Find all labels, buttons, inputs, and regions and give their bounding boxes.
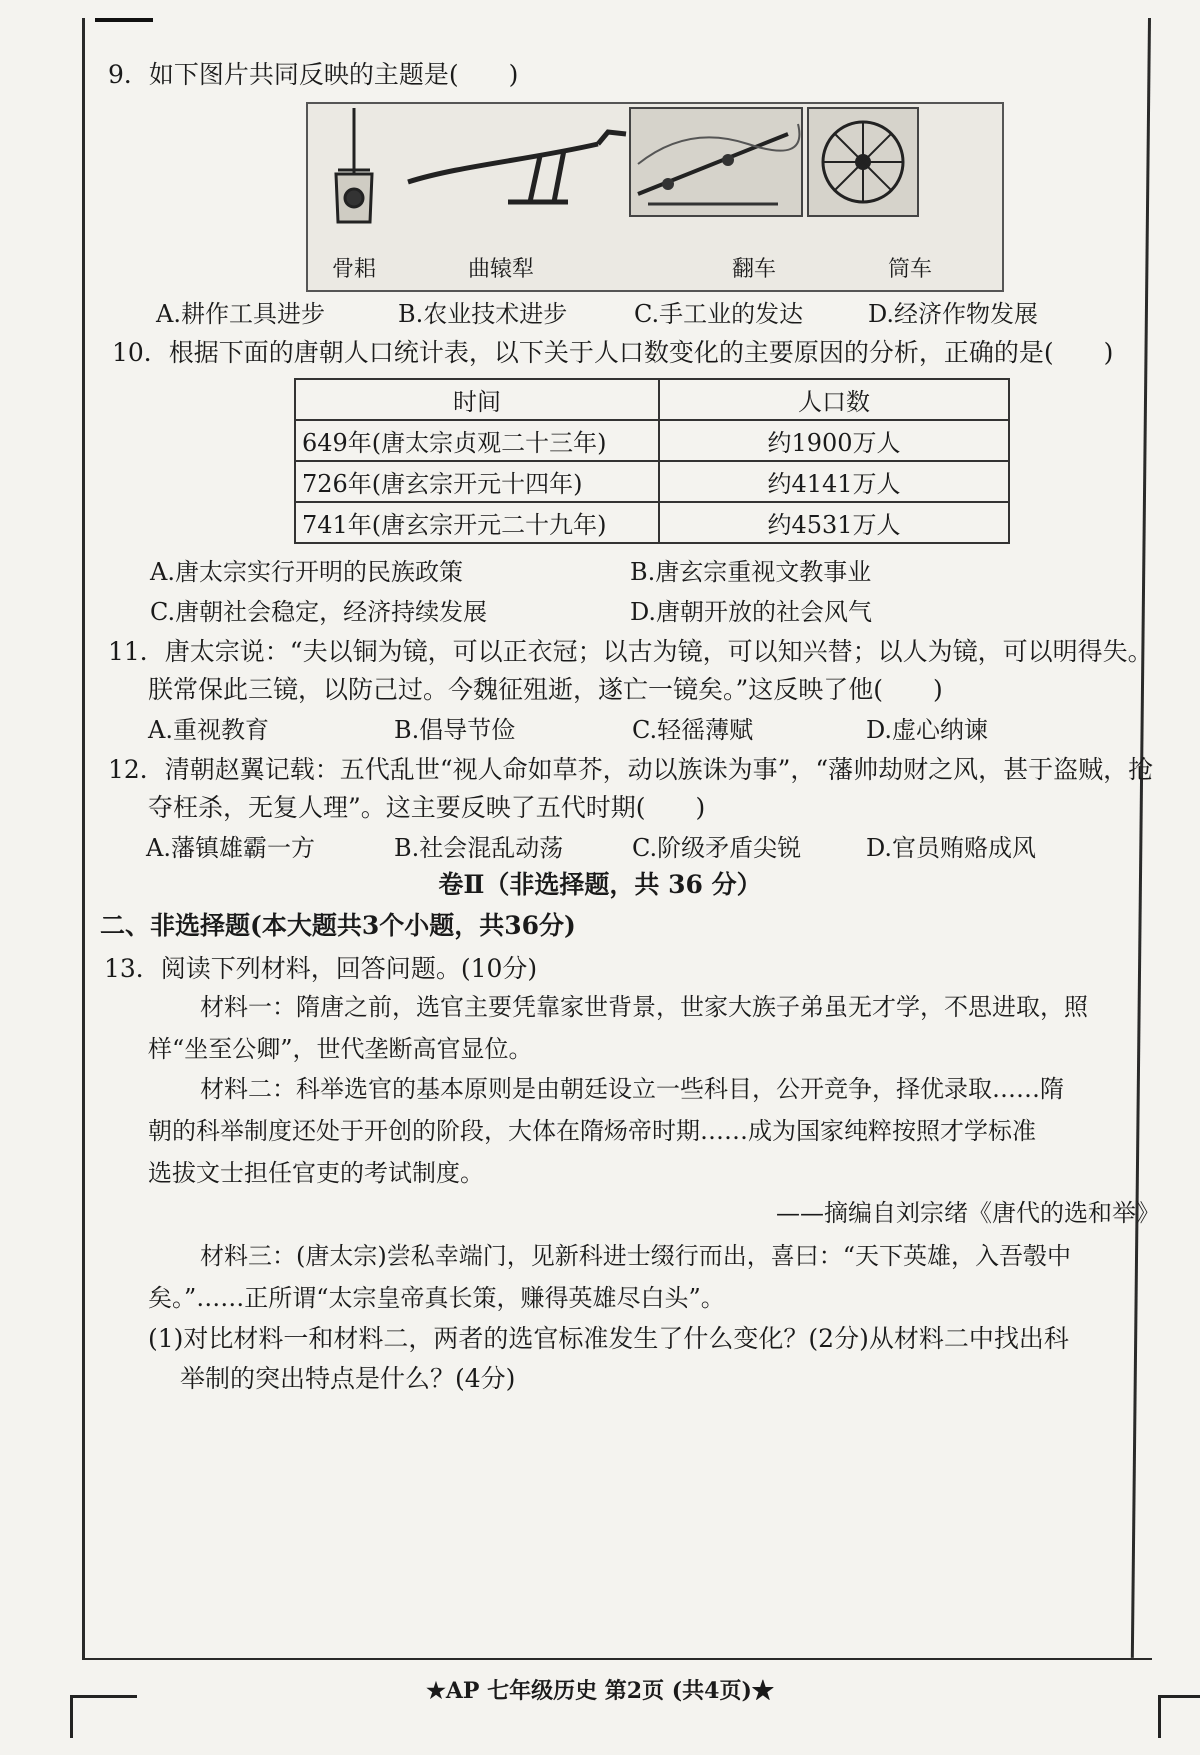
q11-option-b[interactable]: B.倡导节俭 [394,716,516,744]
q9-stem: 9．如下图片共同反映的主题是( ) [108,60,519,89]
table-row [295,420,1009,461]
table-cell-time: 741年(唐玄宗开元二十九年) [295,502,659,543]
q13-sub1-line2: 举制的突出特点是什么？(4分) [180,1364,516,1393]
figure-label-curved-plough: 曲辕犁 [468,257,535,282]
page-border-bottom [82,1658,1152,1660]
figure-label-bone-spade: 骨耜 [332,257,377,282]
page-border-right [1131,18,1151,1658]
q9-option-a[interactable]: A.耕作工具进步 [156,300,325,328]
q13-sub1-line1: (1)对比材料一和材料二，两者的选官标准发生了什么变化？(2分)从材料二中找出科 [148,1324,1069,1353]
table-row [295,461,1009,502]
material-3-line1: 材料三：(唐太宗)尝私幸端门，见新科进士缀行而出，喜曰：“天下英雄，入吾彀中 [200,1242,1071,1270]
bone-spade-icon [336,108,372,222]
q12-option-b[interactable]: B.社会混乱动荡 [394,834,564,862]
curved-plough-icon [408,132,626,202]
q13-stem: 13．阅读下列材料，回答问题。(10分) [104,954,538,983]
material-2-line2: 朝的科举制度还处于开创的阶段，大体在隋炀帝时期……成为国家纯粹按照才学标准 [148,1117,1036,1145]
q12-line1: 12．清朝赵翼记载：五代乱世“视人命如草芥，动以族诛为事”，“藩帅劫财之风，甚于盗贼，抢 [108,755,1154,784]
page-border-left [82,18,85,1658]
material-2-line1: 材料二：科举选官的基本原则是由朝廷设立一些科目，公开竞争，择优录取……隋 [200,1075,1064,1103]
table-cell-population: 约1900万人 [659,420,1009,461]
population-table [294,378,1010,544]
table-header-population: 人口数 [659,379,1009,420]
q11-option-d[interactable]: D.虚心纳谏 [866,716,989,744]
q9-figure [306,102,1004,292]
page-footer: ★AP 七年级历史 第2页 (共4页)★ [426,1678,774,1704]
material-1-line1: 材料一：隋唐之前，选官主要凭靠家世背景，世家大族子弟虽无才学，不思进取，照 [200,993,1088,1021]
figure-label-water-wheel: 筒车 [888,257,933,282]
q11-line2: 朕常保此三镜，以防己过。今魏征殂逝，遂亡一镜矣。”这反映了他( ) [148,675,943,704]
figure-label-chain-pump: 翻车 [732,257,777,282]
table-cell-time: 649年(唐太宗贞观二十三年) [295,420,659,461]
q9-option-d[interactable]: D.经济作物发展 [868,300,1039,328]
material-3-line2: 矣。”……正所谓“太宗皇帝真长策，赚得英雄尽白头”。 [148,1284,725,1312]
q12-line2: 夺枉杀，无复人理”。这主要反映了五代时期( ) [148,793,706,822]
volume-title: 卷Ⅱ（非选择题，共 36 分） [438,870,762,899]
q12-option-a[interactable]: A.藩镇雄霸一方 [146,834,315,862]
table-cell-population: 约4141万人 [659,461,1009,502]
material-1-line2: 样“坐至公卿”，世代垄断高官显位。 [148,1035,533,1063]
crop-mark-top [95,18,153,22]
q10-option-d[interactable]: D.唐朝开放的社会风气 [630,598,873,626]
table-header-time: 时间 [295,379,659,420]
q9-option-b[interactable]: B.农业技术进步 [398,300,568,328]
q11-option-c[interactable]: C.轻徭薄赋 [632,716,754,744]
table-row [295,502,1009,543]
q10-option-b[interactable]: B.唐玄宗重视文教事业 [630,558,872,586]
q10-option-c[interactable]: C.唐朝社会稳定，经济持续发展 [150,598,488,626]
table-header-row [295,379,1009,420]
material-2-source: ——摘编自刘宗绪《唐代的选和举》 [776,1199,1160,1227]
material-2-line3: 选拔文士担任官吏的考试制度。 [148,1159,484,1187]
chain-pump-icon [630,108,802,216]
q11-option-a[interactable]: A.重视教育 [148,716,269,744]
table-cell-time: 726年(唐玄宗开元十四年) [295,461,659,502]
water-wheel-icon [808,108,918,216]
q12-option-c[interactable]: C.阶级矛盾尖锐 [632,834,802,862]
q10-option-a[interactable]: A.唐太宗实行开明的民族政策 [150,558,463,586]
section-heading: 二、非选择题(本大题共3个小题，共36分) [100,911,576,940]
q12-option-d[interactable]: D.官员贿赂成风 [866,834,1037,862]
q10-stem: 10．根据下面的唐朝人口统计表，以下关于人口数变化的主要原因的分析，正确的是( ) [112,338,1114,367]
q9-option-c[interactable]: C.手工业的发达 [634,300,804,328]
table-cell-population: 约4531万人 [659,502,1009,543]
q11-line1: 11．唐太宗说：“夫以铜为镜，可以正衣冠；以古为镜，可以知兴替；以人为镜，可以明得失。 [108,637,1153,666]
